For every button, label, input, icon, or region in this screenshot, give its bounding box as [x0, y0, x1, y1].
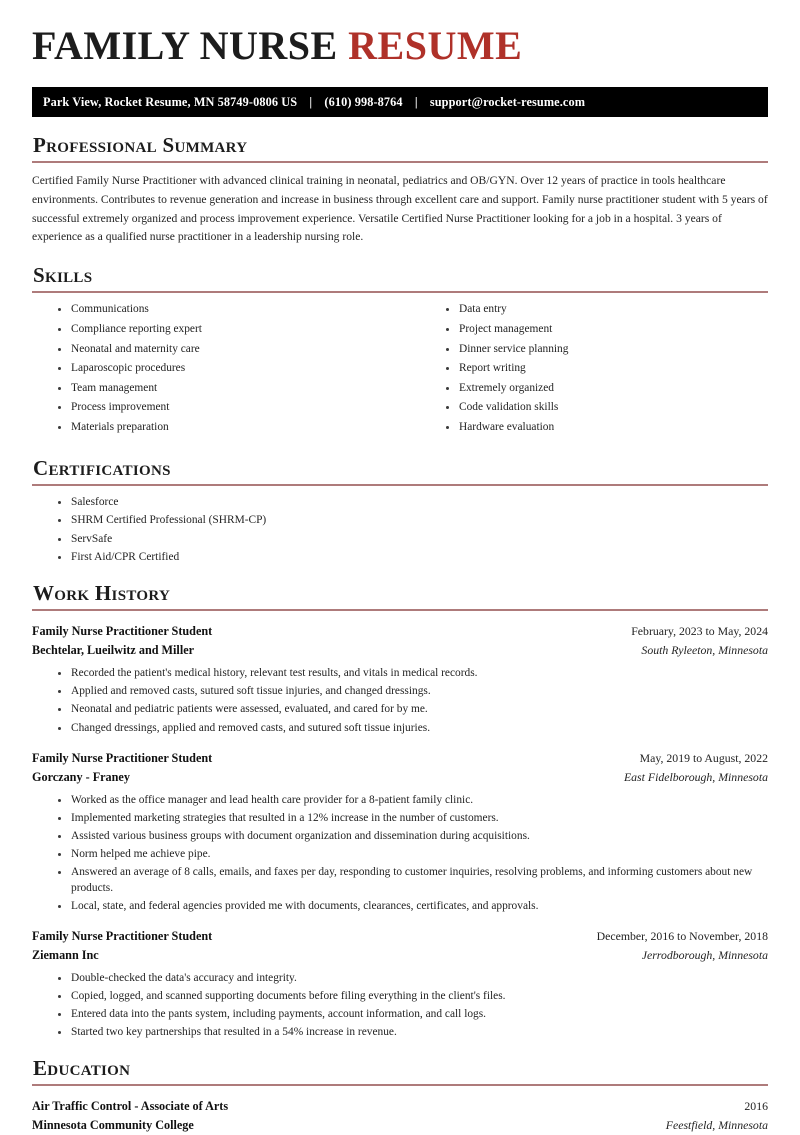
work-history-entry [32, 927, 768, 1041]
section-certifications [32, 457, 768, 565]
page-title-accent: RESUME [348, 23, 523, 68]
skills-list-right [420, 302, 768, 435]
list-item: Report writing [446, 361, 768, 376]
job-dates: December, 2016 to November, 2018 [596, 928, 768, 943]
job-responsibilities-list [32, 793, 768, 914]
job-location: East Fidelborough, Minnesota [623, 769, 768, 784]
list-item: Team management [58, 381, 400, 396]
list-item: Materials preparation [58, 420, 400, 435]
contact-phone[interactable]: (610) 998-8764 [324, 94, 403, 109]
list-item: Data entry [446, 302, 768, 317]
company-name: Ziemann Inc [32, 947, 99, 962]
entry-row [32, 749, 768, 768]
section-divider-summary [32, 161, 768, 163]
list-item: Norm helped me achieve pipe. [58, 847, 768, 862]
skills-columns [32, 293, 768, 439]
list-item: Worked as the office manager and lead health care provider for a 8-patient family clinic. [58, 793, 768, 808]
education-entries [32, 1097, 768, 1135]
company-name: Bechtelar, Lueilwitz and Miller [32, 643, 195, 658]
contact-email[interactable]: support@rocket-resume.com [429, 94, 586, 109]
list-item: Assisted various business groups with document organization and dissemination during acquisitions. [58, 829, 768, 844]
list-item: Started two key partnerships that resulted in a 54% increase in revenue. [58, 1025, 768, 1040]
list-item: SHRM Certified Professional (SHRM-CP) [58, 513, 768, 528]
page-title [32, 0, 768, 66]
list-item: Extremely organized [446, 381, 768, 396]
list-item: Neonatal and pediatric patients were assessed, evaluated, and cared for by me. [58, 702, 768, 717]
page-title-main: FAMILY NURSE [32, 23, 338, 68]
job-dates: May, 2019 to August, 2022 [639, 750, 768, 765]
education-year: 2016 [744, 1099, 768, 1114]
entry-row [32, 946, 768, 965]
section-professional-summary [32, 134, 768, 247]
section-skills [32, 264, 768, 440]
list-item: Applied and removed casts, sutured soft tissue injuries, and changed dressings. [58, 684, 768, 699]
list-item: Copied, logged, and scanned supporting documents before filing everything in the client's files. [58, 989, 768, 1004]
list-item: Neonatal and maternity care [58, 342, 400, 357]
job-responsibilities-list [32, 971, 768, 1041]
section-work-history [32, 582, 768, 1040]
contact-details [43, 95, 585, 110]
school-location: Feestfield, Minnesota [665, 1118, 768, 1133]
skills-column-left [32, 293, 400, 439]
entry-row [32, 1097, 768, 1116]
list-item: Answered an average of 8 calls, emails, and faxes per day, responding to customer inquiries, resolving problems, and informing customers about new products. [58, 865, 768, 895]
list-item: Dinner service planning [446, 342, 768, 357]
work-history-entry [32, 622, 768, 736]
entry-row [32, 927, 768, 946]
contact-address: Park View, Rocket Resume, MN 58749-0806 US [43, 94, 298, 109]
section-heading-skills: Skills [33, 263, 93, 288]
entry-row [32, 1116, 768, 1135]
contact-separator-1: | [309, 94, 313, 109]
list-item: Double-checked the data's accuracy and integrity. [58, 971, 768, 986]
list-item: Project management [446, 322, 768, 337]
job-location: South Ryleeton, Minnesota [641, 643, 768, 658]
section-heading-summary: Professional Summary [33, 133, 248, 157]
job-title: Family Nurse Practitioner Student [32, 750, 213, 765]
job-title: Family Nurse Practitioner Student [32, 624, 213, 639]
summary-text: Certified Family Nurse Practitioner with advanced clinical training in neonatal, pediatrics and OB/GYN. Over 12 years of practice in tools healthcare environments. Contributes to revenue generation and increase in business through excellent care and support. Family nurse practitioner student with 5 years of successful extremely organized and process improvement experience. Versatile Certified Nurse Practitioner looking for a job in a hospital. 3 years of experience as a qualified nurse practitioner in a leadership nursing role. [32, 174, 768, 244]
section-heading-certifications: Certifications [33, 455, 171, 480]
degree-name: Air Traffic Control - Associate of Arts [32, 1099, 229, 1114]
section-heading-work-history: Work History [33, 581, 171, 606]
school-name: Minnesota Community College [32, 1118, 194, 1133]
list-item: Process improvement [58, 400, 400, 415]
company-name: Gorczany - Franey [32, 769, 130, 784]
list-item: Laparoscopic procedures [58, 361, 400, 376]
section-divider-certifications [32, 484, 768, 486]
contact-bar [32, 87, 768, 117]
section-heading-education: Education [33, 1056, 131, 1081]
work-history-entry [32, 749, 768, 914]
section-divider-education [32, 1084, 768, 1086]
list-item: Hardware evaluation [446, 420, 768, 435]
section-divider-work-history [32, 609, 768, 611]
contact-separator-2: | [414, 94, 418, 109]
certifications-list [32, 495, 768, 565]
list-item: Communications [58, 302, 400, 317]
entry-row [32, 641, 768, 660]
list-item: Local, state, and federal agencies provided me with documents, clearances, certificates, and approvals. [58, 899, 768, 914]
entry-row [32, 768, 768, 787]
job-responsibilities-list [32, 666, 768, 736]
skills-column-right [400, 293, 768, 439]
list-item: Entered data into the pants system, including payments, account information, and call logs. [58, 1007, 768, 1022]
list-item: Compliance reporting expert [58, 322, 400, 337]
list-item: Recorded the patient's medical history, relevant test results, and vitals in medical records. [58, 666, 768, 681]
list-item: Implemented marketing strategies that resulted in a 12% increase in the number of customers. [58, 811, 768, 826]
job-title: Family Nurse Practitioner Student [32, 928, 213, 943]
list-item: Code validation skills [446, 400, 768, 415]
education-entry [32, 1097, 768, 1135]
list-item: Changed dressings, applied and removed casts, and sutured soft tissue injuries. [58, 721, 768, 736]
work-history-entries [32, 622, 768, 1040]
job-location: Jerrodborough, Minnesota [641, 947, 768, 962]
job-dates: February, 2023 to May, 2024 [631, 624, 768, 639]
entry-row [32, 622, 768, 641]
section-education [32, 1057, 768, 1135]
list-item: First Aid/CPR Certified [58, 550, 768, 565]
list-item: ServSafe [58, 532, 768, 547]
skills-list-left [32, 302, 400, 435]
list-item: Salesforce [58, 495, 768, 510]
